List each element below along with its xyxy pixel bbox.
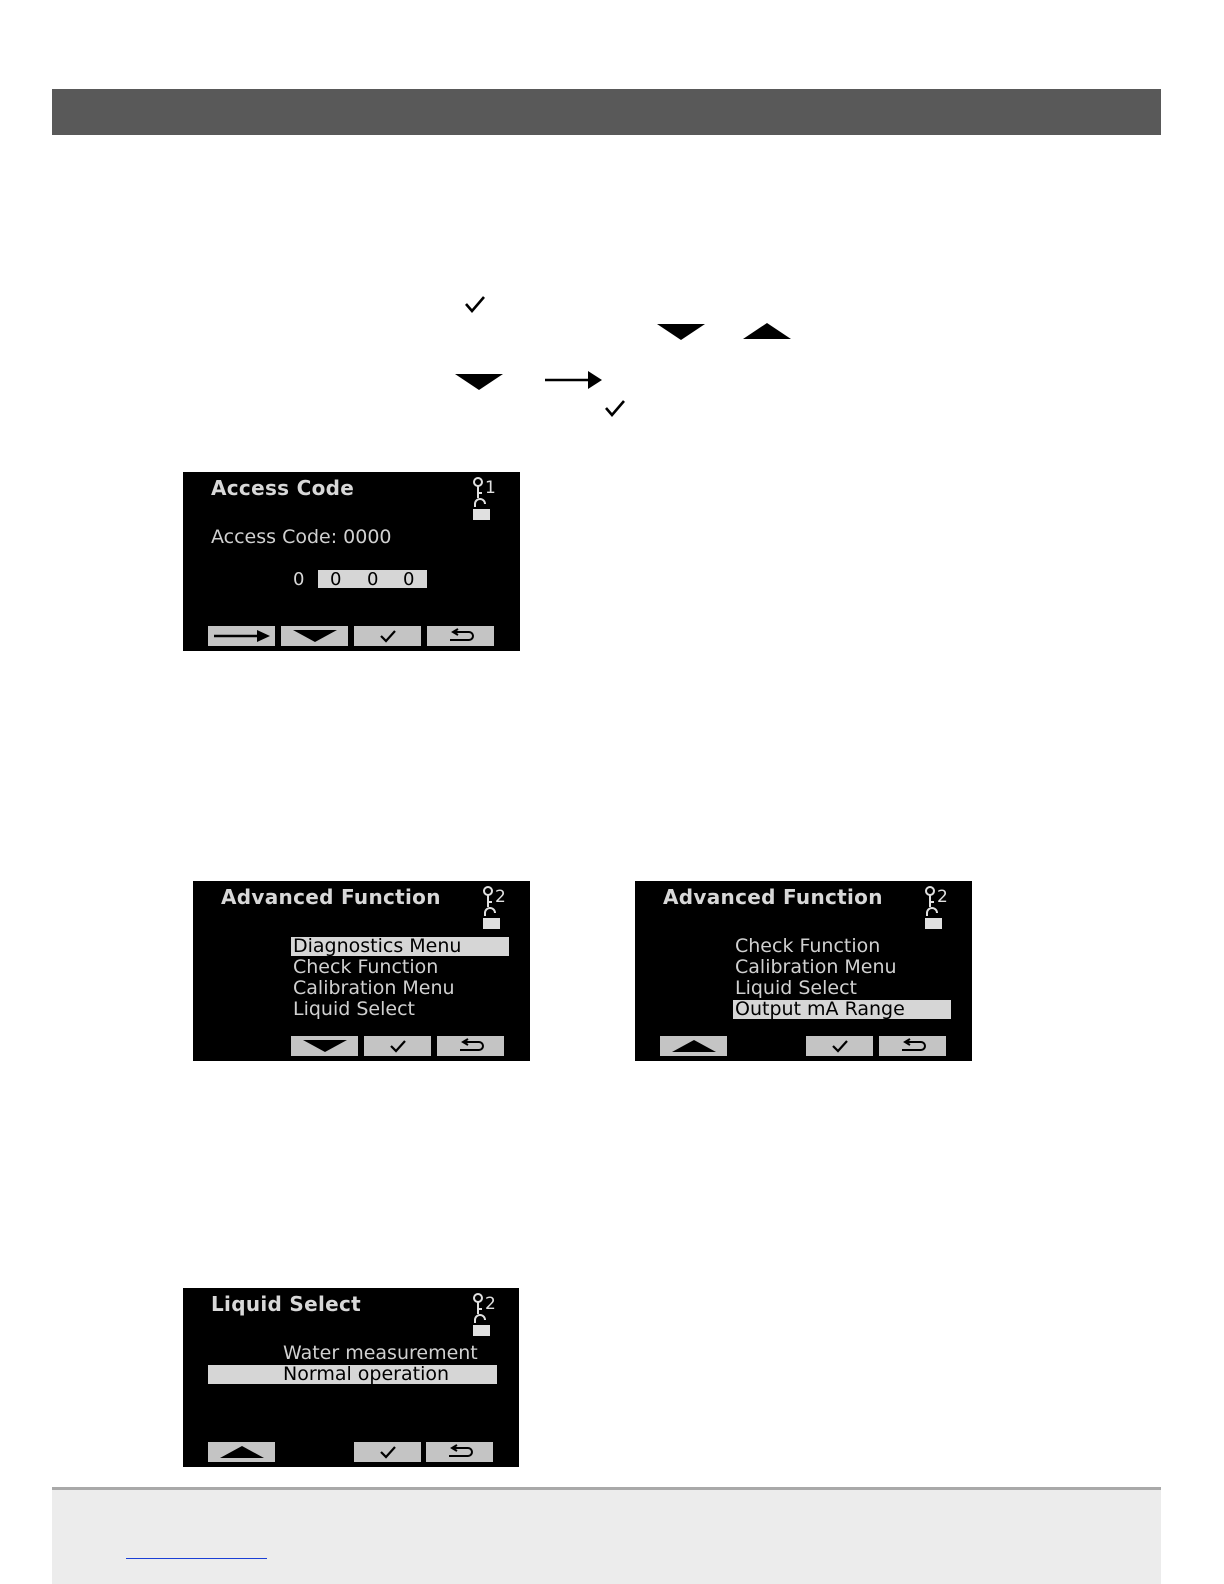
check-icon xyxy=(603,398,627,418)
next-digit-softkey[interactable] xyxy=(208,626,275,646)
confirm-softkey[interactable] xyxy=(354,1442,421,1462)
access-code-value: Access Code: 0000 xyxy=(211,526,392,548)
back-softkey[interactable] xyxy=(427,626,494,646)
right-arrow-icon xyxy=(544,368,604,392)
back-softkey[interactable] xyxy=(426,1442,493,1462)
check-icon xyxy=(463,294,487,314)
back-icon xyxy=(440,1444,480,1460)
menu-item-calibration[interactable]: Calibration Menu xyxy=(735,956,897,978)
access-level-indicator xyxy=(481,885,515,933)
check-icon xyxy=(373,628,403,644)
code-digit[interactable]: 0 xyxy=(367,569,379,590)
down-triangle-icon xyxy=(455,372,503,392)
menu-item-output-ma-range[interactable]: Output mA Range xyxy=(733,1000,951,1019)
footer xyxy=(52,1490,1161,1584)
menu-item-liquid-select[interactable]: Liquid Select xyxy=(735,977,857,999)
up-triangle-icon xyxy=(743,321,791,341)
confirm-softkey[interactable] xyxy=(354,626,421,646)
code-digit[interactable]: 0 xyxy=(330,569,342,590)
access-code-screen xyxy=(183,472,520,651)
back-icon xyxy=(441,628,481,644)
down-triangle-icon xyxy=(295,1038,355,1054)
code-digit[interactable]: 0 xyxy=(293,569,305,590)
scroll-up-softkey[interactable] xyxy=(208,1442,275,1462)
option-water-measurement[interactable]: Water measurement xyxy=(283,1342,478,1364)
check-icon xyxy=(825,1038,855,1054)
access-level-number: 2 xyxy=(937,887,948,907)
screen-title: Advanced Function xyxy=(221,885,441,909)
code-digit[interactable]: 0 xyxy=(403,569,415,590)
check-icon xyxy=(373,1444,403,1460)
screen-title: Advanced Function xyxy=(663,885,883,909)
screen-title: Liquid Select xyxy=(211,1292,361,1316)
advanced-function-screen xyxy=(193,881,530,1061)
option-normal-operation[interactable]: Normal operation xyxy=(208,1365,497,1384)
menu-item-liquid-select[interactable]: Liquid Select xyxy=(293,998,415,1020)
access-level-indicator xyxy=(923,885,957,933)
access-level-indicator xyxy=(471,1292,505,1340)
back-icon xyxy=(451,1038,491,1054)
down-triangle-icon xyxy=(285,628,345,644)
menu-item-check-function[interactable]: Check Function xyxy=(735,935,881,957)
screen-title: Access Code xyxy=(211,476,355,500)
code-entry-field[interactable] xyxy=(318,570,427,588)
advanced-function-screen-scrolled xyxy=(635,881,972,1061)
access-level-number: 2 xyxy=(485,1294,496,1314)
access-level-indicator xyxy=(471,476,505,524)
up-triangle-icon xyxy=(212,1444,272,1460)
menu-item-diagnostics[interactable]: Diagnostics Menu xyxy=(291,937,509,956)
access-level-number: 2 xyxy=(495,887,506,907)
footer-link[interactable] xyxy=(126,1558,267,1559)
menu-item-calibration[interactable]: Calibration Menu xyxy=(293,977,455,999)
header-bar xyxy=(52,89,1161,135)
liquid-select-screen xyxy=(183,1288,519,1467)
access-level-number: 1 xyxy=(485,478,496,498)
scroll-down-softkey[interactable] xyxy=(291,1036,358,1056)
back-softkey[interactable] xyxy=(437,1036,504,1056)
decrement-softkey[interactable] xyxy=(281,626,348,646)
up-triangle-icon xyxy=(664,1038,724,1054)
confirm-softkey[interactable] xyxy=(364,1036,431,1056)
back-softkey[interactable] xyxy=(879,1036,946,1056)
right-arrow-icon xyxy=(212,628,272,644)
scroll-up-softkey[interactable] xyxy=(660,1036,727,1056)
menu-item-check-function[interactable]: Check Function xyxy=(293,956,439,978)
back-icon xyxy=(893,1038,933,1054)
down-triangle-icon xyxy=(657,322,705,342)
check-icon xyxy=(383,1038,413,1054)
confirm-softkey[interactable] xyxy=(806,1036,873,1056)
